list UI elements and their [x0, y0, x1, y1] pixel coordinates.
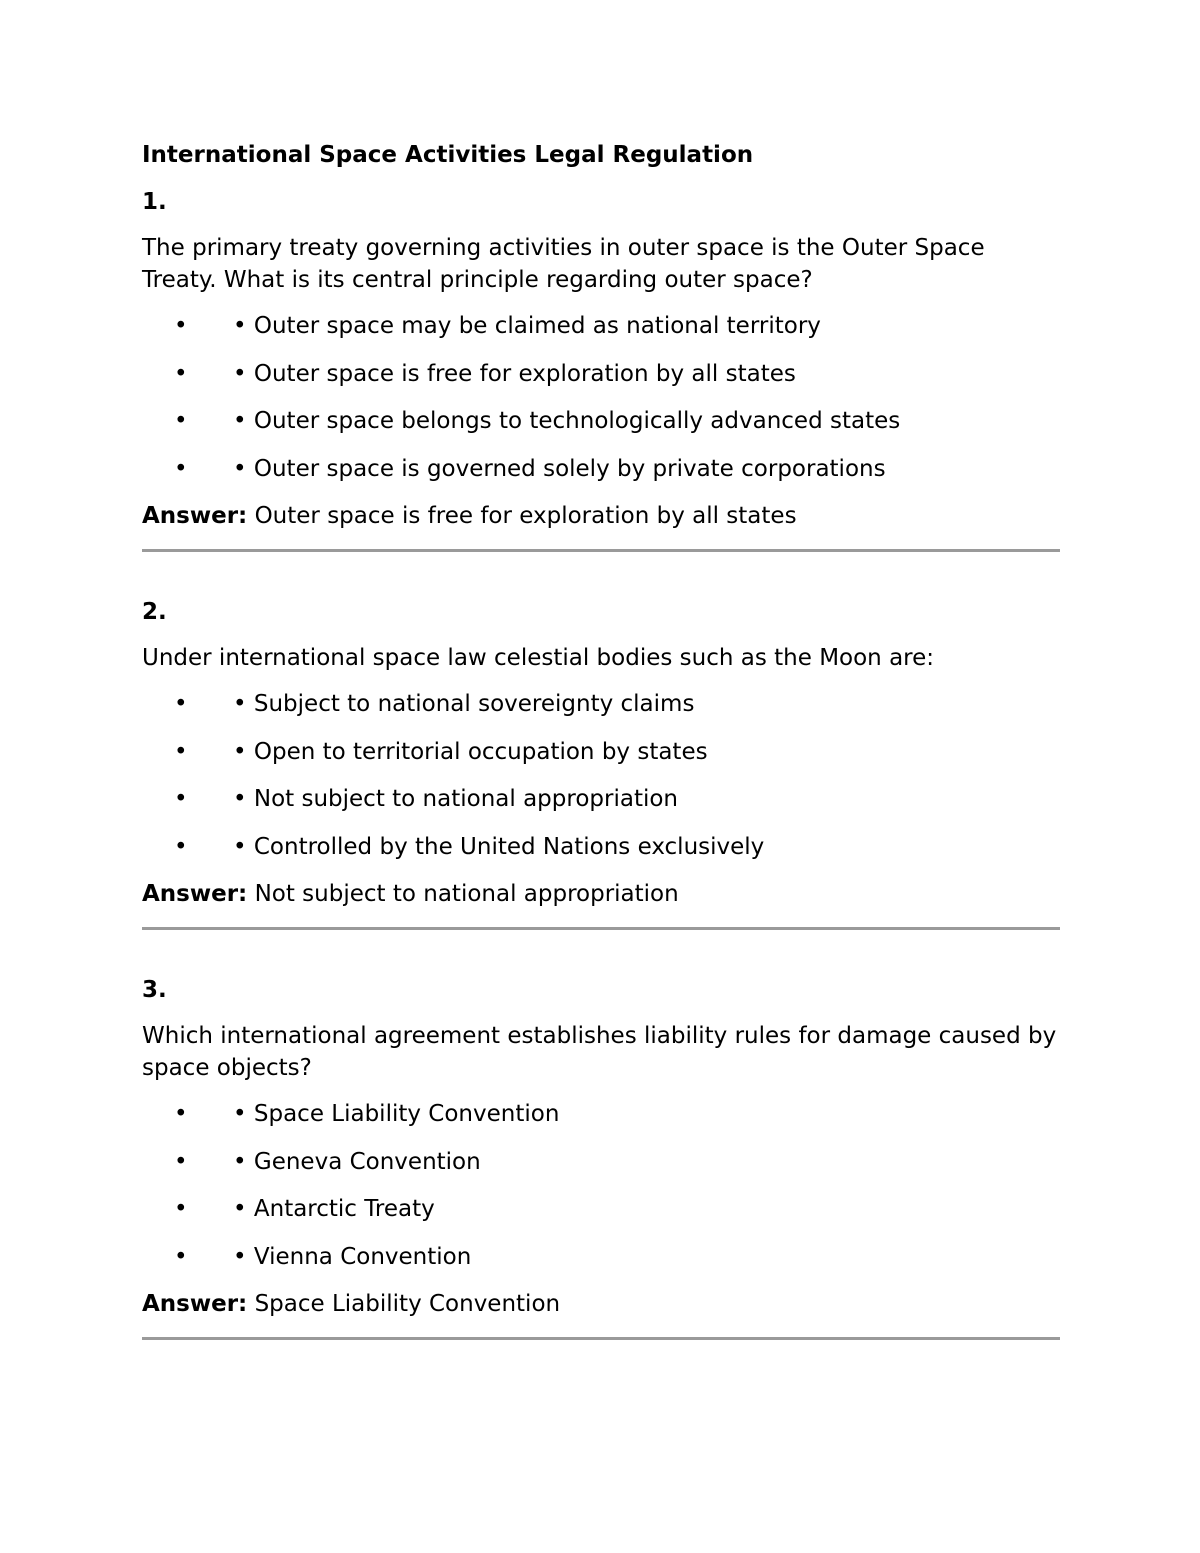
- option-item: [142, 357, 1060, 391]
- section-divider: [142, 927, 1060, 930]
- question-block: [142, 595, 1060, 911]
- answer-line: [142, 877, 1060, 911]
- option-text: • Antarctic Treaty: [233, 1196, 435, 1222]
- option-text: • Controlled by the United Nations exclusively: [233, 833, 765, 860]
- question-number: 3.: [142, 977, 167, 1003]
- answer-line: [142, 499, 1060, 533]
- option-text: • Outer space is free for exploration by all states: [233, 360, 796, 387]
- option-text: • Outer space belongs to technologically advanced states: [233, 408, 901, 434]
- bullet-icon: •: [174, 1101, 188, 1127]
- bullet-icon: •: [174, 360, 188, 387]
- option-text: • Open to territorial occupation by states: [233, 738, 708, 765]
- option-item: [142, 309, 1060, 343]
- option-text: • Geneva Convention: [233, 1148, 481, 1175]
- option-item: [142, 782, 1060, 816]
- option-item: [142, 1097, 1060, 1131]
- option-item: [142, 1145, 1060, 1179]
- bullet-icon: •: [174, 691, 188, 717]
- answer-label: Answer:: [142, 881, 248, 907]
- options-list: [142, 1097, 1060, 1274]
- question-number: 2.: [142, 599, 167, 625]
- bullet-icon: •: [174, 1196, 188, 1222]
- option-text: • Outer space is governed solely by private corporations: [233, 455, 886, 482]
- option-text: • Outer space may be claimed as national territory: [233, 313, 821, 339]
- section-divider: [142, 1337, 1060, 1340]
- answer-label: Answer:: [142, 503, 248, 529]
- bullet-icon: •: [174, 738, 188, 765]
- bullet-icon: •: [174, 833, 188, 860]
- bullet-icon: •: [174, 455, 188, 482]
- section-divider: [142, 549, 1060, 552]
- option-text: • Vienna Convention: [233, 1243, 472, 1270]
- answer-line: [142, 1287, 1060, 1321]
- answer-label: Answer:: [142, 1291, 248, 1317]
- option-text: • Space Liability Convention: [233, 1101, 560, 1127]
- question-text: The primary treaty governing activities in outer space is the Outer Space Treaty. What is its central principle regarding outer space?: [142, 235, 985, 293]
- option-item: [142, 404, 1060, 438]
- option-item: [142, 452, 1060, 486]
- option-item: [142, 735, 1060, 769]
- option-item: [142, 830, 1060, 864]
- bullet-icon: •: [174, 1148, 188, 1175]
- question-block: [142, 973, 1060, 1321]
- bullet-icon: •: [174, 313, 188, 339]
- option-item: [142, 687, 1060, 721]
- answer-text: Not subject to national appropriation: [254, 881, 679, 907]
- document-title: International Space Activities Legal Regulation: [142, 142, 754, 168]
- question-text: Which international agreement establishes liability rules for damage caused by space objects?: [142, 1023, 1057, 1081]
- options-list: [142, 687, 1060, 864]
- bullet-icon: •: [174, 786, 188, 812]
- question-text: Under international space law celestial bodies such as the Moon are:: [142, 645, 935, 671]
- options-list: [142, 309, 1060, 486]
- question-number: 1.: [142, 189, 167, 215]
- answer-text: Outer space is free for exploration by all states: [254, 503, 797, 529]
- option-text: • Not subject to national appropriation: [233, 786, 678, 812]
- option-text: • Subject to national sovereignty claims: [233, 691, 695, 717]
- option-item: [142, 1192, 1060, 1226]
- question-block: [142, 185, 1060, 533]
- bullet-icon: •: [174, 408, 188, 434]
- answer-text: Space Liability Convention: [254, 1291, 561, 1317]
- bullet-icon: •: [174, 1243, 188, 1270]
- document-page: [142, 138, 1060, 1383]
- option-item: [142, 1240, 1060, 1274]
